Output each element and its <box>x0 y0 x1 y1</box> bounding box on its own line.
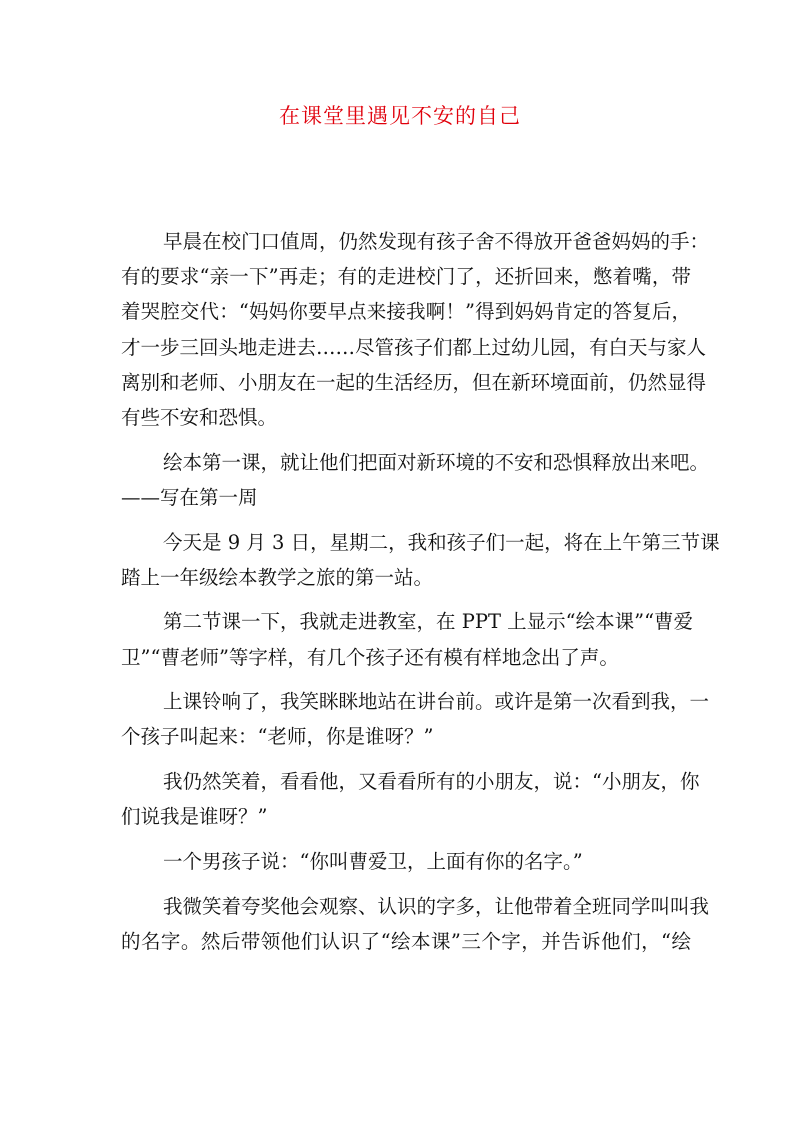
document-body <box>121 224 720 959</box>
text-line: 们说我是谁呀？” <box>121 805 268 829</box>
text-line: 今天是 9 月 3 日，星期二，我和孩子们一起，将在上午第三节课 <box>163 530 720 554</box>
text-line: 离别和老师、小朋友在一起的生活经历，但在新环境面前，仍然显得 <box>121 370 707 394</box>
text-line: 上课铃响了，我笑眯眯地站在讲台前。或许是第一次看到我，一 <box>163 690 710 714</box>
paragraph <box>121 525 720 595</box>
text-line: 才一步三回头地走进去……尽管孩子们都上过幼儿园，有白天与家人 <box>121 335 707 359</box>
text-line: 有些不安和恐惧。 <box>121 405 278 429</box>
paragraph <box>121 889 710 959</box>
paragraph <box>121 604 694 674</box>
text-line: 卫”“曹老师”等字样，有几个孩子还有模有样地念出了声。 <box>121 645 619 669</box>
paragraph <box>121 445 710 515</box>
text-line: 早晨在校门口值周，仍然发现有孩子舍不得放开爸爸妈妈的手： <box>163 230 710 253</box>
text-line: 的名字。然后带领他们认识了“绘本课”三个字，并告诉他们，“绘 <box>121 929 691 953</box>
text-line: 着哭腔交代：“妈妈你要早点来接我啊！”得到妈妈肯定的答复后， <box>121 300 691 324</box>
text-line: 我微笑着夸奖他会观察、认识的字多，让他带着全班同学叫叫我 <box>163 894 710 918</box>
paragraph <box>121 224 710 435</box>
text-line: 一个男孩子说：“你叫曹爱卫，上面有你的名字。” <box>163 850 583 873</box>
text-line: 第二节课一下，我就走进教室，在 PPT 上显示“绘本课”“曹爱 <box>163 610 694 634</box>
text-line: 我仍然笑着，看看他，又看看所有的小朋友，说：“小朋友，你 <box>163 770 700 794</box>
text-line: 个孩子叫起来：“老师，你是谁呀？” <box>121 725 434 749</box>
text-line: 绘本第一课，就让他们把面对新环境的不安和恐惧释放出来吧。 <box>163 450 710 474</box>
text-line: ——写在第一周 <box>121 485 258 509</box>
paragraph <box>121 844 691 879</box>
paragraph <box>121 684 710 754</box>
paragraph <box>121 764 700 834</box>
text-line: 踏上一年级绘本教学之旅的第一站。 <box>121 565 434 589</box>
text-line: 有的要求“亲一下”再走；有的走进校门了，还折回来，憋着嘴，带 <box>121 265 691 289</box>
document-title: 在课堂里遇见不安的自己 <box>279 104 521 128</box>
